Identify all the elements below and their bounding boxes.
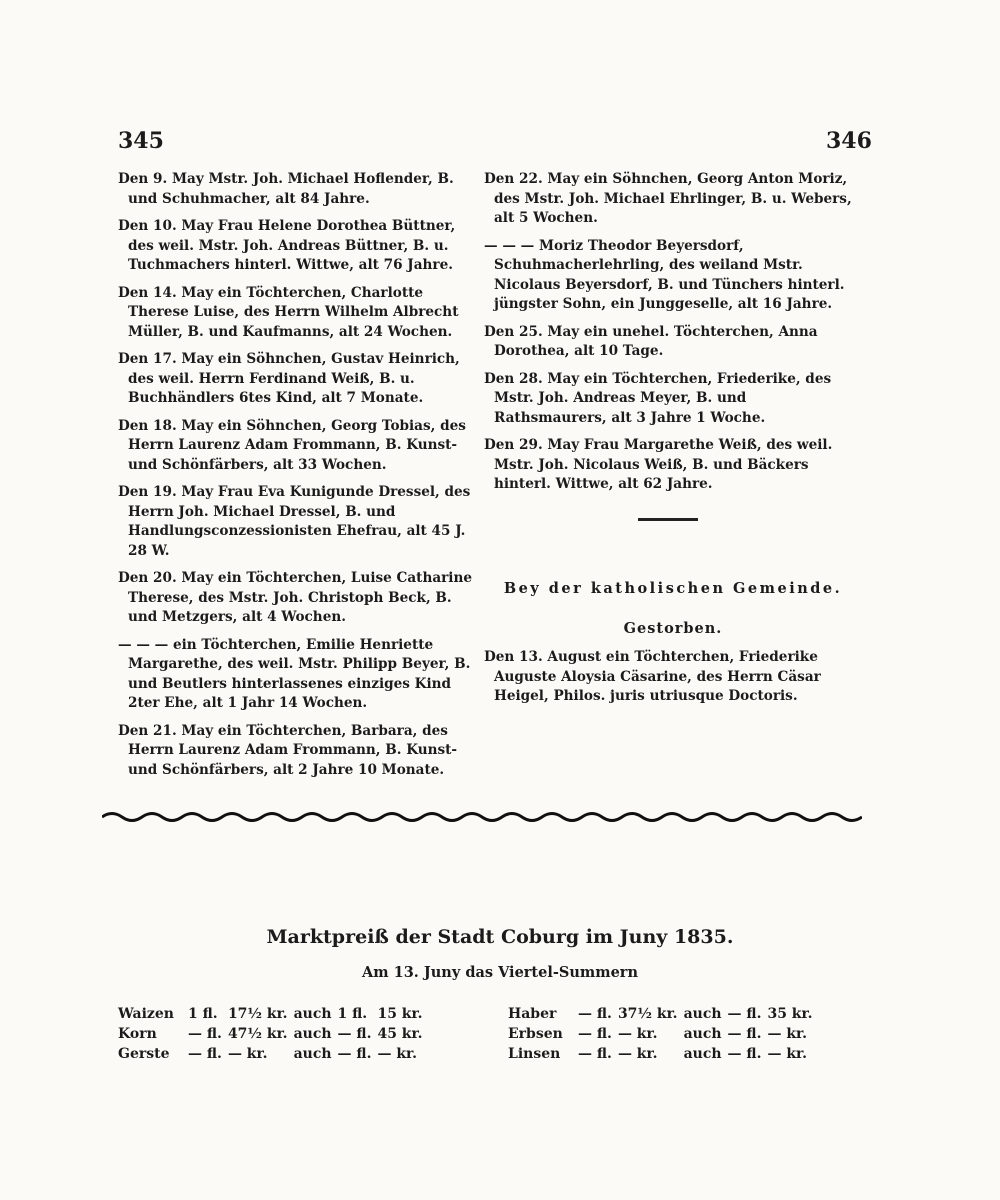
price-kr: — kr.: [227, 1046, 268, 1062]
auch-word: auch: [293, 1026, 332, 1042]
catholic-death-entry: Den 13. August ein Töchterchen, Friederike Auguste Aloysia Cäsarine, des Herrn Cäsar Heigel, Philos. juris utriusque Doctoris.: [484, 649, 821, 704]
table-row: [508, 1024, 818, 1044]
auch-word: auch: [683, 1006, 722, 1022]
price-fl: — fl.: [337, 1026, 372, 1042]
death-entry: Den 19. May Frau Eva Kunigunde Dressel, des Herrn Joh. Michael Dressel, B. und Handlungsconzessionisten Ehefrau, alt 45 J. 28 W.: [118, 484, 471, 559]
grain-name: Waizen: [118, 1006, 174, 1022]
price-fl: 1 fl.: [337, 1006, 368, 1022]
price-kr: 45 kr.: [377, 1026, 423, 1042]
price-kr: — kr.: [617, 1046, 658, 1062]
price-kr: 17½ kr.: [227, 1006, 288, 1022]
page-number-right: 346: [826, 128, 872, 154]
market-subtitle: Am 13. Juny das Viertel-Summern: [361, 964, 638, 981]
table-row: [118, 1044, 428, 1064]
page-number-left: 345: [118, 128, 164, 154]
death-entry: Den 18. May ein Söhnchen, Georg Tobias, des Herrn Laurenz Adam Frommann, B. Kunst- und Schönfärbers, alt 33 Wochen.: [118, 417, 466, 473]
table-row: [118, 1024, 428, 1044]
table-row: [118, 1004, 428, 1024]
price-kr: 37½ kr.: [617, 1006, 678, 1022]
price-kr: 35 kr.: [767, 1006, 813, 1022]
section-divider: [638, 518, 698, 521]
death-entry: Den 25. May ein unehel. Töchterchen, Anna Dorothea, alt 10 Tage.: [484, 323, 818, 359]
grain-name: Korn: [118, 1026, 157, 1042]
price-kr: — kr.: [767, 1026, 807, 1042]
price-kr: 15 kr.: [377, 1006, 423, 1022]
price-kr: — kr.: [377, 1046, 417, 1062]
auch-word: auch: [293, 1006, 332, 1022]
price-fl: — fl.: [727, 1046, 762, 1062]
grain-name: Gerste: [118, 1046, 170, 1062]
death-entry: Den 29. May Frau Margarethe Weiß, des weil. Mstr. Joh. Nicolaus Weiß, B. und Bäckers hinterl. Wittwe, alt 62 Jahre.: [484, 437, 833, 492]
death-entry: Den 28. May ein Töchterchen, Friederike, des Mstr. Joh. Andreas Meyer, B. und Rathsmaurers, alt 3 Jahre 1 Woche.: [484, 370, 832, 426]
price-fl: — fl.: [337, 1046, 372, 1062]
catholic-section-header: Bey der katholischen Gemeinde.: [503, 580, 843, 597]
price-kr: — kr.: [767, 1046, 807, 1062]
left-column: [118, 170, 474, 788]
price-fl: — fl.: [727, 1026, 762, 1042]
death-entry: Den 10. May Frau Helene Dorothea Büttner, des weil. Mstr. Joh. Andreas Büttner, B. u. Tuchmachers hinterl. Wittwe, alt 76 Jahre.: [118, 218, 456, 273]
price-table-left: [118, 1004, 428, 1064]
price-fl: — fl.: [188, 1026, 222, 1042]
price-fl: — fl.: [727, 1006, 762, 1022]
death-entry: — — — Moriz Theodor Beyersdorf, Schuhmacherlehrling, des weiland Mstr. Nicolaus Beyersdorf, B. und Tünchers hinterl. jüngster Sohn, ein Junggeselle, alt 16 Jahre.: [484, 237, 845, 312]
price-fl: — fl.: [188, 1046, 222, 1062]
death-entry: Den 21. May ein Töchterchen, Barbara, des Herrn Laurenz Adam Frommann, B. Kunst- und Schönfärbers, alt 2 Jahre 10 Monate.: [118, 722, 458, 778]
auch-word: auch: [683, 1026, 722, 1042]
grain-name: Erbsen: [508, 1026, 563, 1042]
death-entry: Den 14. May ein Töchterchen, Charlotte Therese Luise, des Herrn Wilhelm Albrecht Müller, B. und Kaufmanns, alt 24 Wochen.: [118, 284, 459, 340]
catholic-section-subheader: Gestorben.: [623, 620, 723, 637]
death-entry: Den 20. May ein Töchterchen, Luise Catharine Therese, des Mstr. Joh. Christoph Beck, B. und Metzgers, alt 4 Wochen.: [118, 570, 473, 625]
price-kr: — kr.: [617, 1026, 658, 1042]
right-column: [484, 170, 862, 503]
price-table-right: [508, 1004, 818, 1064]
grain-name: Linsen: [508, 1046, 561, 1062]
price-kr: 47½ kr.: [227, 1026, 288, 1042]
auch-word: auch: [293, 1046, 332, 1062]
death-entry: Den 17. May ein Söhnchen, Gustav Heinrich, des weil. Herrn Ferdinand Weiß, B. u. Buchhändlers 6tes Kind, alt 7 Monate.: [118, 351, 460, 406]
price-fl: — fl.: [578, 1006, 612, 1022]
table-row: [508, 1044, 818, 1064]
price-fl: 1 fl.: [188, 1006, 218, 1022]
market-title: Marktpreiß der Stadt Coburg im Juny 1835.: [266, 926, 734, 948]
price-fl: — fl.: [578, 1026, 612, 1042]
table-row: [508, 1004, 818, 1024]
death-entry: — — — ein Töchterchen, Emilie Henriette Margarethe, des weil. Mstr. Philipp Beyer, B. und Beutlers hinterlassenes einziges Kind 2ter Ehe, alt 1 Jahr 14 Wochen.: [118, 636, 471, 711]
wavy-divider: [102, 806, 862, 828]
price-fl: — fl.: [578, 1046, 612, 1062]
death-entry: Den 22. May ein Söhnchen, Georg Anton Moriz, des Mstr. Joh. Michael Ehrlinger, B. u. Webers, alt 5 Wochen.: [484, 171, 852, 226]
auch-word: auch: [683, 1046, 722, 1062]
death-entry: Den 9. May Mstr. Joh. Michael Hoflender, B. und Schuhmacher, alt 84 Jahre.: [118, 171, 454, 207]
grain-name: Haber: [508, 1006, 557, 1022]
